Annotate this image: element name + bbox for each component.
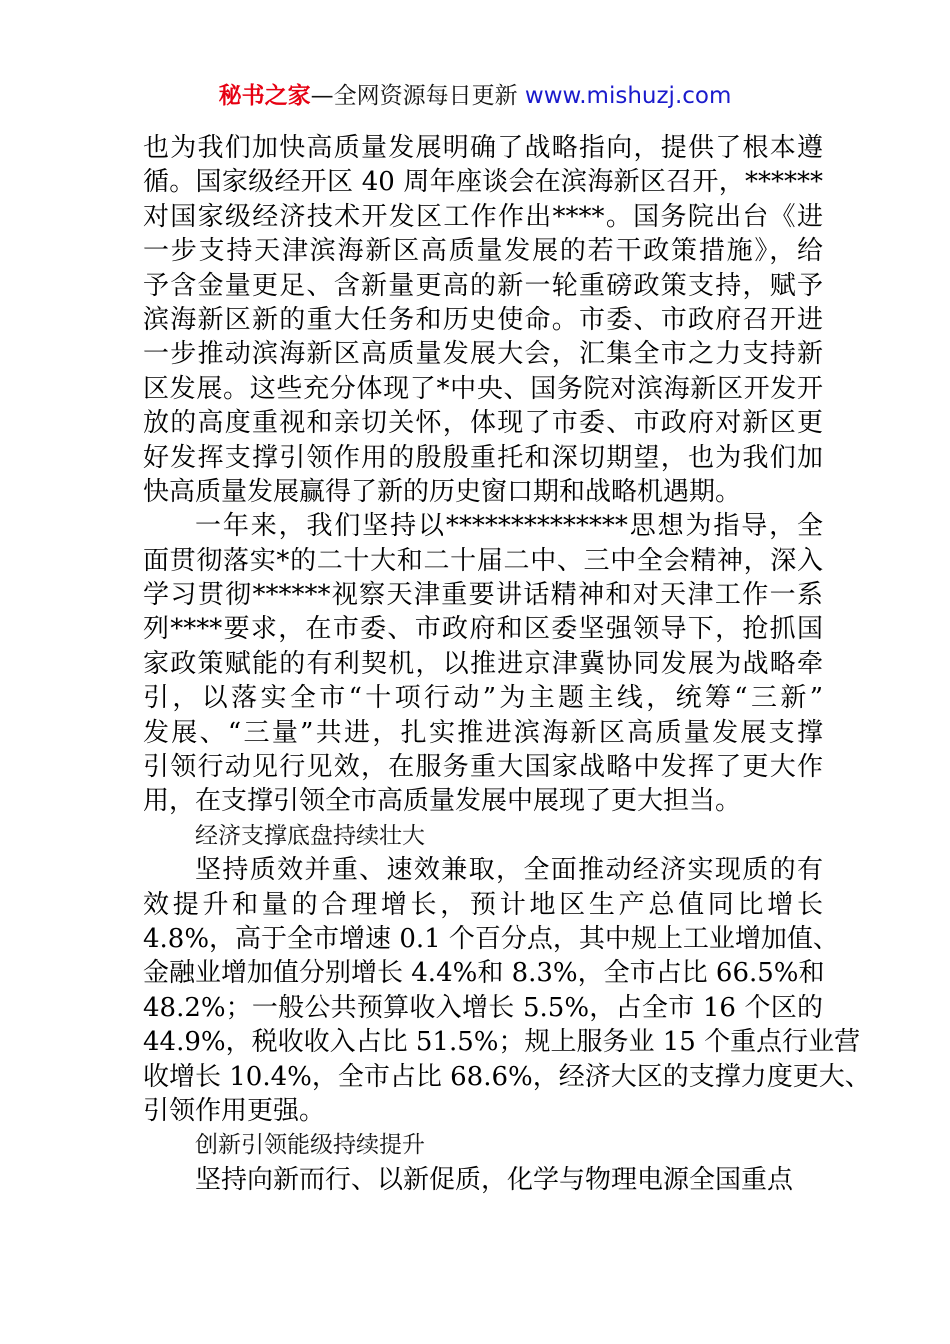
text-line: 发展、“三量”共进，扎实推进滨海新区高质量发展支撑 bbox=[143, 717, 823, 748]
text-line: 坚持向新而行、以新促质，化学与物理电源全国重点 bbox=[195, 1164, 794, 1195]
site-url-link[interactable]: www.mishuzj.com bbox=[524, 83, 732, 109]
site-brand: 秘书之家 bbox=[218, 83, 311, 109]
text-line: 家政策赋能的有利契机，以推进京津冀协同发展为战略牵 bbox=[143, 648, 823, 679]
paragraph-3 bbox=[143, 853, 871, 1128]
text-line: 效提升和量的合理增长，预计地区生产总值同比增长 bbox=[143, 889, 823, 920]
text-line: 好发挥支撑引领作用的殷殷重托和深切期望，也为我们加 bbox=[143, 442, 823, 473]
text-line: 也为我们加快高质量发展明确了战略指向，提供了根本遵 bbox=[143, 133, 823, 163]
text-line: 滨海新区新的重大任务和历史使命。市委、市政府召开进 bbox=[143, 304, 823, 335]
text-line: 引，以落实全市“十项行动”为主题主线，统筹“三新” bbox=[143, 683, 823, 714]
text-line: 48.2%；一般公共预算收入增长 5.5%，占全市 16 个区的 bbox=[143, 992, 823, 1023]
text-line: 44.9%，税收收入占比 51.5%；规上服务业 15 个重点行业营 bbox=[143, 1027, 861, 1058]
text-line: 放的高度重视和亲切关怀，体现了市委、市政府对新区更 bbox=[143, 408, 823, 439]
text-line: 快高质量发展赢得了新的历史窗口期和战略机遇期。 bbox=[143, 476, 742, 507]
text-line: 区发展。这些充分体现了*中央、国务院对滨海新区开发开 bbox=[143, 373, 823, 404]
text-line: 对国家级经济技术开发区工作作出****。国务院出台《进 bbox=[143, 201, 823, 232]
text-line: 收增长 10.4%，全市占比 68.6%，经济大区的支撑力度更大、 bbox=[143, 1061, 871, 1092]
text-line: 坚持质效并重、速效兼取，全面推动经济实现质的有 bbox=[195, 855, 823, 886]
text-line: 用，在支撑引领全市高质量发展中展现了更大担当。 bbox=[143, 786, 742, 817]
paragraph-2 bbox=[143, 509, 823, 819]
text-line: 引领作用更强。 bbox=[143, 1095, 326, 1126]
section-heading-innovation: 创新引领能级持续提升 bbox=[195, 1132, 425, 1159]
text-line: 金融业增加值分别增长 4.4%和 8.3%，全市占比 66.5%和 bbox=[143, 958, 825, 989]
text-line: 面贯彻落实*的二十大和二十届二中、三中全会精神，深入 bbox=[143, 545, 823, 576]
site-tagline: —全网资源每日更新 bbox=[310, 83, 518, 109]
paragraph-1 bbox=[143, 131, 823, 509]
text-line: 学习贯彻******视察天津重要讲话精神和对天津工作一系 bbox=[143, 580, 823, 611]
section-heading-economy: 经济支撑底盘持续壮大 bbox=[195, 822, 425, 849]
paragraph-4 bbox=[143, 1163, 823, 1197]
text-line: 予含金量更足、含新量更高的新一轮重磅政策支持，赋予 bbox=[143, 270, 823, 301]
text-line: 4.8%，高于全市增速 0.1 个百分点，其中规上工业增加值、 bbox=[143, 923, 839, 954]
text-line: 一步推动滨海新区高质量发展大会，汇集全市之力支持新 bbox=[143, 339, 823, 370]
document-body bbox=[143, 131, 871, 1197]
text-line: 一年来，我们坚持以**************思想为指导，全 bbox=[195, 511, 823, 542]
text-line: 引领行动见行见效，在服务重大国家战略中发挥了更大作 bbox=[143, 752, 823, 783]
text-line: 列****要求，在市委、市政府和区委坚强领导下，抢抓国 bbox=[143, 614, 823, 645]
site-header bbox=[0, 80, 950, 112]
text-line: 循。国家级经开区 40 周年座谈会在滨海新区召开，****** bbox=[143, 167, 823, 198]
text-line: 一步支持天津滨海新区高质量发展的若干政策措施》，给 bbox=[143, 236, 823, 267]
